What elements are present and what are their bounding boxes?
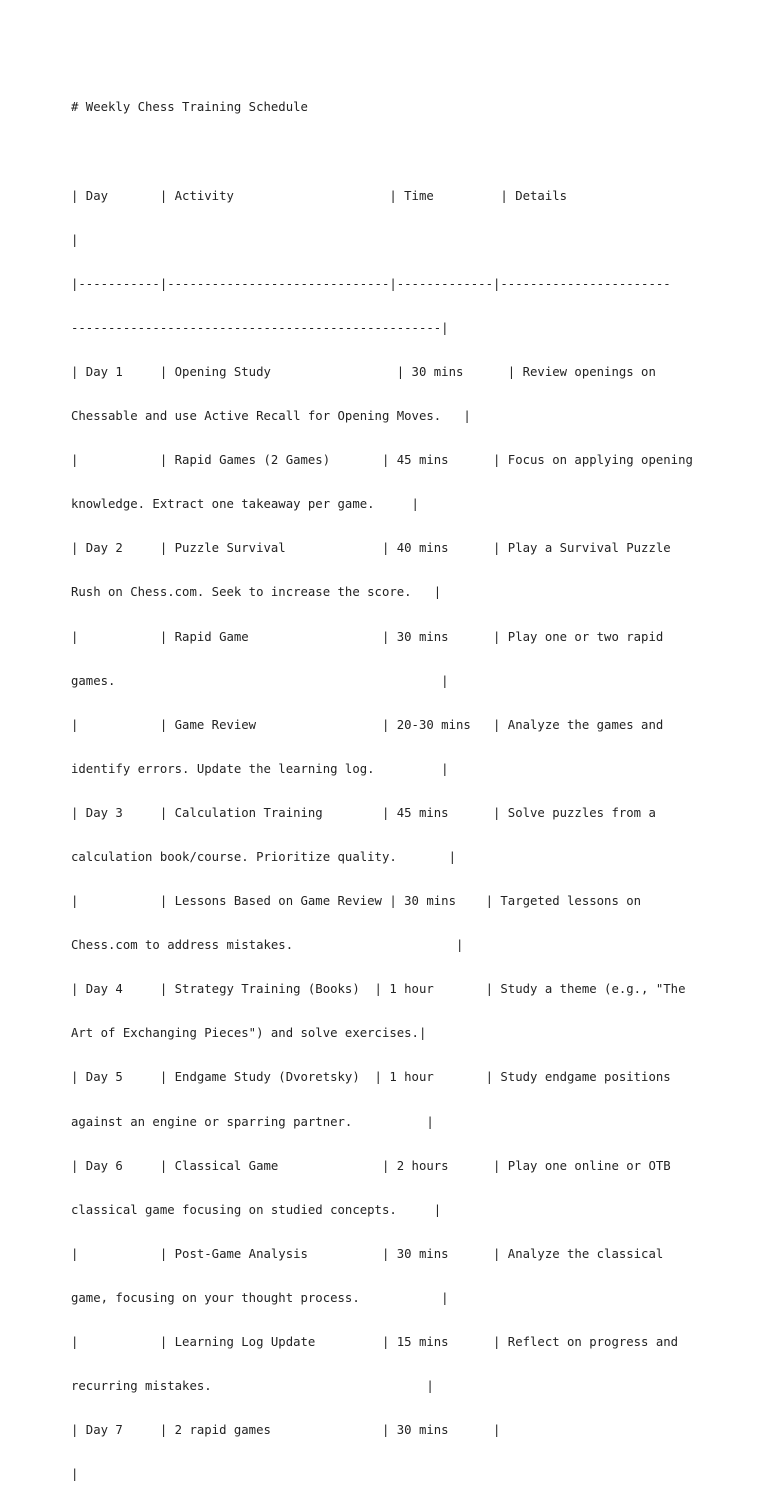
table-row: | | Rapid Game | 30 mins | Play one or two rapid (71, 629, 664, 644)
table-row-wrap: classical game focusing on studied concepts. | (71, 1202, 442, 1217)
doc-title: # Weekly Chess Training Schedule (71, 100, 308, 115)
table-row-wrap: Rush on Chess.com. Seek to increase the score. | (71, 585, 442, 600)
table-row: | Day 6 | Classical Game | 2 hours | Play one online or OTB (71, 1158, 671, 1173)
table-row: | Day 3 | Calculation Training | 45 mins | Solve puzzles from a (71, 805, 656, 820)
table-row-wrap: Chess.com to address mistakes. | (71, 938, 464, 953)
table-separator: |-----------|------------------------------|-------------|----------------------- (71, 276, 671, 291)
table-row-wrap: game, focusing on your thought process. | (71, 1290, 449, 1305)
table-row-wrap: Chessable and use Active Recall for Opening Moves. | (71, 409, 471, 424)
doc-line (71, 145, 711, 160)
table-row-wrap: knowledge. Extract one takeaway per game. | (71, 497, 419, 512)
table-row: | | Lessons Based on Game Review | 30 mins | Targeted lessons on (71, 894, 642, 909)
table-row: | Day 5 | Endgame Study (Dvoretsky) | 1 hour | Study endgame positions (71, 1070, 671, 1085)
table-row-wrap: | (71, 1467, 79, 1482)
table-header: | Day | Activity | Time | Details (71, 188, 568, 203)
table-header-wrap: | (71, 232, 79, 247)
schedule-text-body (71, 71, 711, 1511)
table-row-wrap: identify errors. Update the learning log. | (71, 761, 449, 776)
table-row: | | Rapid Games (2 Games) | 45 mins | Focus on applying opening (71, 453, 693, 468)
table-row: | Day 2 | Puzzle Survival | 40 mins | Play a Survival Puzzle (71, 541, 671, 556)
table-row: | | Game Review | 20-30 mins | Analyze the games and (71, 717, 664, 732)
table-separator-wrap: --------------------------------------------------| (71, 320, 449, 335)
table-row: | Day 7 | 2 rapid games | 30 mins | (71, 1423, 501, 1438)
table-row-wrap: calculation book/course. Prioritize quality. | (71, 850, 456, 864)
table-row-wrap: games. | (71, 673, 449, 688)
table-row: | Day 4 | Strategy Training (Books) | 1 hour | Study a theme (e.g., "The (71, 982, 686, 997)
table-row: | Day 1 | Opening Study | 30 mins | Review openings on (71, 364, 656, 379)
table-row: | | Learning Log Update | 15 mins | Reflect on progress and (71, 1335, 679, 1350)
table-row-wrap: recurring mistakes. | (71, 1379, 434, 1394)
table-row-wrap: Art of Exchanging Pieces") and solve exercises.| (71, 1026, 427, 1041)
table-row-wrap: against an engine or sparring partner. | (71, 1114, 434, 1129)
table-row: | | Post-Game Analysis | 30 mins | Analyze the classical (71, 1246, 664, 1261)
